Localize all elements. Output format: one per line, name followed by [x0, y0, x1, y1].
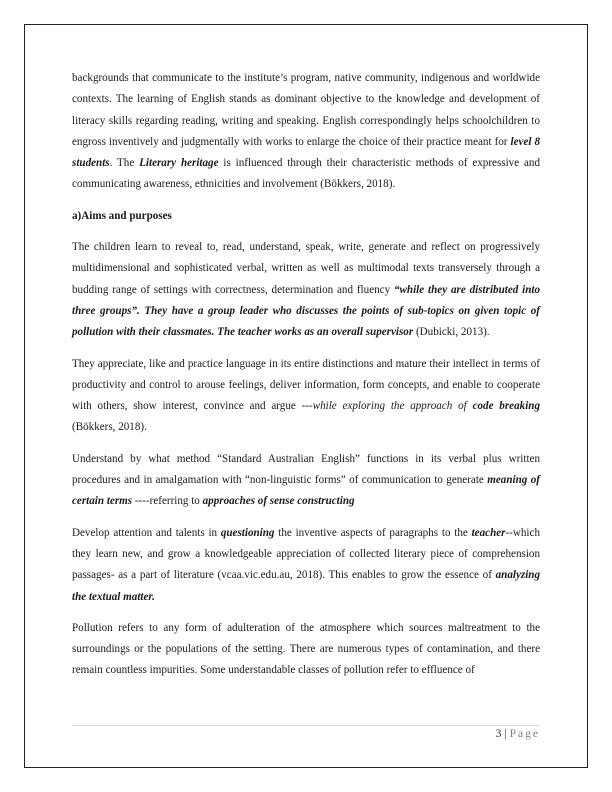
emphasis-literary-heritage: Literary heritage	[139, 157, 219, 170]
emphasis-groups: “while they are distributed into three groups”. They have a group leader who discusses the points of sub-topics on given topic of pollution with their classmates. The teacher works as an overall supervisor	[72, 283, 541, 339]
paragraph-develop-attention: Develop attention and talents in questioning the inventive aspects of paragraphs to the teacher--which they learn new, and grow a knowledgeable appreciation of collected literary piece of comprehension passages- as a part of literature (vcaa.vic.edu.au, 2018). This enables to grow the essence of analyzing the textual matter.	[72, 526, 540, 603]
emphasis-teacher: teacher	[471, 526, 506, 539]
document-body	[72, 68, 540, 692]
paragraph-standard-english: Understand by what method “Standard Australian English” functions in its verbal plus written procedures and in amalgamation with “non-linguistic forms” of communication to generate meaning of certain terms ----referring to approaches of sense constructing	[72, 452, 540, 508]
emphasis-questioning: questioning	[220, 526, 275, 539]
section-heading-aims: a)Aims and purposes	[72, 209, 172, 222]
paragraph-literacy-intro: backgrounds that communicate to the institute’s program, native community, indigenous and worldwide contexts. The learning of English stands as dominant objective to the knowledge and development of literacy skills regarding reading, writing and speaking. English correspondingly helps schoolchildren to engross inventively and judgmentally with works to enlarge the choice of their practice meant for level 8 students. The Literary heritage is influenced through their characteristic methods of expressive and communicating awareness, ethnicities and involvement (Bökkers, 2018).	[72, 72, 540, 191]
emphasis-code-breaking: code breaking	[472, 400, 540, 413]
page-label: Page	[509, 728, 540, 740]
paragraph-children-learn: The children learn to reveal to, read, understand, speak, write, generate and reflect on progressively multidimensional and sophisticated verbal, written as well as multimodal texts transversely through a budding range of settings with correctness, determination and fluency “while they are distributed into three groups”. They have a group leader who discusses the points of sub-topics on given topic of pollution with their classmates. The teacher works as an overall supervisor (Dubicki, 2013).	[72, 241, 541, 339]
footer-divider	[72, 725, 540, 726]
emphasis-level-8: level 8 students	[72, 135, 540, 170]
paragraph-pollution: Pollution refers to any form of adulteration of the atmosphere which sources maltreatment to the surroundings or the populations of the setting. There are numerous types of contamination, and there remain countless impurities. Some understandable classes of pollution refer to effluence of	[72, 621, 540, 677]
paragraph-appreciate-language: They appreciate, like and practice language in its entire distinctions and mature their intellect in terms of productivity and control to arouse feelings, deliver information, form concepts, and enable to cooperate with others, show interest, convince and argue ---while exploring the approach of code breaking (Bökkers, 2018).	[72, 357, 540, 434]
emphasis-sense-constructing: approaches of sense constructing	[202, 495, 355, 508]
emphasis-meaning-terms: meaning of certain terms	[72, 474, 540, 508]
page-number: 3	[495, 728, 502, 740]
footer-separator: |	[504, 728, 507, 740]
italic-exploring: while exploring the approach of	[312, 400, 473, 413]
emphasis-analyzing: analyzing the textual matter.	[72, 569, 540, 603]
page-footer	[496, 728, 540, 740]
